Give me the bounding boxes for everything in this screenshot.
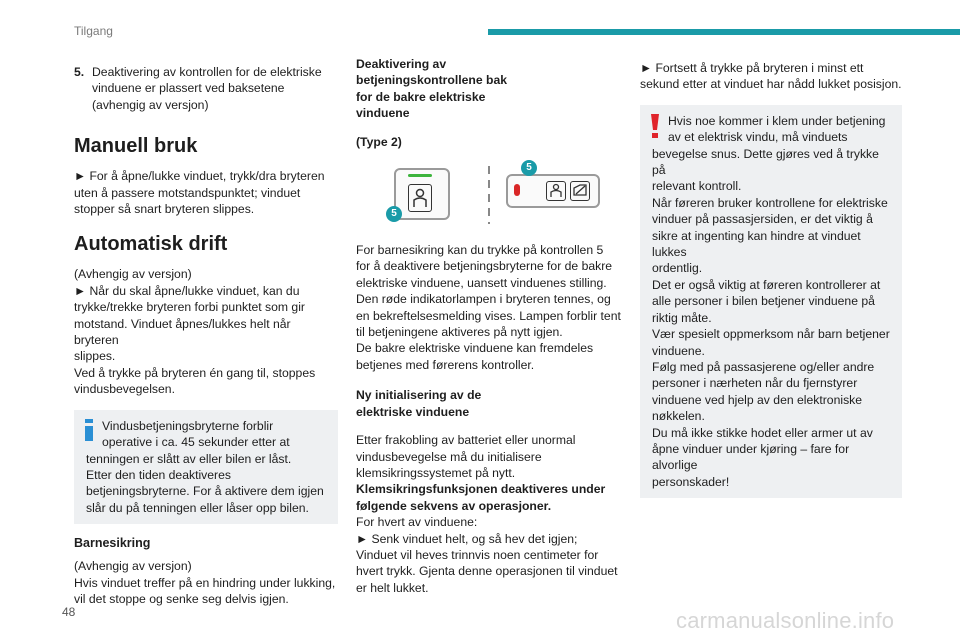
window-crossed-icon: [570, 181, 590, 201]
type-label: (Type 2): [356, 134, 402, 149]
text-line: slippes.: [74, 349, 116, 364]
text-line: vinduene.: [652, 343, 705, 358]
info-note: [74, 410, 338, 524]
text-line: vinduene er plassert ved baksetene: [92, 81, 285, 96]
text-line: Hvis vinduet treffer på en hindring under lukking,: [74, 575, 336, 590]
text-line: betjenes med førerens kontroller.: [356, 357, 535, 372]
reinit-steps-text: [356, 514, 622, 596]
text-line: Ny initialisering av de: [356, 388, 482, 403]
text-line: Ved å trykke på bryteren én gang til, stoppes: [74, 365, 316, 380]
section-title-auto: Automatisk drift: [74, 233, 228, 256]
text-line: operative i ca. 45 sekunder etter at: [102, 435, 290, 450]
warning-note: [640, 105, 902, 498]
warning-note-rest: [652, 146, 892, 491]
text-line: sekund etter at vinduet har nådd lukket posisjon.: [640, 77, 902, 92]
text-line: uten å passere motstandspunktet; vinduet: [74, 185, 301, 200]
text-line: Vær spesielt oppmerksom når barn betjener: [652, 327, 890, 342]
red-indicator-icon: [514, 184, 520, 196]
subsection-title-child-lock: Barnesikring: [74, 536, 151, 551]
reinit-bold-text: [356, 481, 622, 514]
text-line: ordentlig.: [652, 261, 703, 276]
text-line: ► Når du skal åpne/lukke vinduet, kan du: [74, 283, 300, 298]
page-number: 48: [62, 605, 76, 619]
callout-badge-right: 5: [521, 160, 537, 176]
text-line: riktig måte.: [652, 310, 712, 325]
column-middle: [356, 56, 622, 596]
child-lock-icon: [546, 181, 566, 201]
warning-note-first: [652, 113, 892, 146]
text-line: for de bakre elektriske: [356, 89, 486, 104]
reinit-text: [356, 432, 622, 481]
switch-illustration: [356, 160, 622, 234]
rear-window-switch: [394, 168, 450, 220]
text-line: Vindusbetjeningsbryterne forblir: [102, 418, 274, 433]
rear-deactivation-text: [356, 242, 622, 373]
text-line: betjeningskontrollene bak: [356, 73, 508, 88]
text-line: ► Senk vinduet helt, og så hev det igjen;: [356, 531, 578, 546]
text-line: Vinduet vil heves trinnvis noen centimeter for: [356, 547, 599, 562]
numbered-item-text: [92, 64, 322, 113]
text-line: Følg med på passasjerene og/eller andre: [652, 359, 875, 374]
text-line: vil det stoppe og senke seg delvis igjen.: [74, 591, 289, 606]
text-line: trykke/trekke bryteren forbi punktet som gir: [74, 300, 305, 315]
callout-badge-left: 5: [386, 206, 402, 222]
child-icon: [408, 184, 432, 212]
driver-lock-switch: [506, 174, 600, 208]
info-icon: [84, 419, 94, 445]
text-line: vindusbevegelsen.: [74, 382, 175, 397]
section-title-rear-deactivation: [356, 56, 622, 122]
text-line: ► Fortsett å trykke på bryteren i minst ett: [640, 61, 864, 75]
figure-divider: [488, 166, 490, 224]
text-line: av et elektrisk vindu, må vinduets: [668, 130, 848, 145]
text-line: Deaktivering av: [356, 57, 447, 71]
text-line: (avhengig av versjon): [92, 97, 209, 112]
text-line: ► For å åpne/lukke vinduet, trykk/dra bryteren: [74, 169, 325, 184]
text-line: Deaktivering av kontrollen for de elektriske: [92, 65, 322, 79]
running-header: Tilgang: [74, 24, 113, 38]
text-line: Det er også viktig at føreren kontrollerer at: [652, 277, 881, 292]
text-line: For barnesikring kan du trykke på kontrollen 5: [356, 243, 604, 258]
text-line: vinduene: [356, 106, 410, 121]
text-line: stopper så snart bryteren slippes.: [74, 202, 255, 217]
text-line: tenningen er slått av eller bilen er låst.: [86, 451, 292, 466]
numbered-item-5: 5. Deaktivering av kontrollen for de elektriske vinduene er plassert ved baksetene (avhengig av versjon): [74, 65, 322, 112]
child-lock-text: [74, 558, 338, 607]
section-title-manual: Manuell bruk: [74, 135, 198, 158]
column-left: [74, 56, 338, 607]
info-note-rest: [86, 451, 328, 517]
text-line: slår du på tenningen eller låser opp bilen.: [86, 500, 309, 515]
text-line: sikre at ingenting kan hindre at vinduet lukkes: [652, 228, 861, 260]
text-line: personer i nærheten når du fjernstyrer: [652, 376, 858, 391]
text-line: Du må ikke stikke hodet eller armer ut av: [652, 425, 873, 440]
header-accent-bar: [488, 29, 960, 35]
text-line: vinduer på passasjersiden, er det viktig å: [652, 212, 873, 227]
text-line: Den røde indikatorlampen i bryteren tennes, og: [356, 292, 611, 307]
text-line: Klemsikringsfunksjonen deaktiveres under: [356, 482, 606, 497]
text-line: betjeningsbryterne. For å aktivere dem igjen: [86, 484, 324, 499]
text-line: Etter den tiden deaktiveres: [86, 467, 231, 482]
text-line: for å deaktivere betjeningsbryterne for de bakre: [356, 259, 613, 274]
text-line: alle personer i bilen betjener vinduene på: [652, 294, 875, 309]
text-line: er helt lukket.: [356, 580, 429, 595]
text-line: til betjeningene aktiveres på nytt igjen.: [356, 325, 563, 340]
text-line: følgende sekvens av operasjoner.: [356, 498, 552, 513]
text-line: Når føreren bruker kontrollene for elektriske: [652, 195, 888, 210]
manual-text: [74, 168, 338, 217]
watermark: carmanualsonline.info: [676, 608, 895, 633]
green-indicator-icon: [408, 174, 432, 177]
text-line: (Avhengig av versjon): [74, 267, 192, 282]
text-line: For hvert av vinduene:: [356, 515, 478, 530]
text-line: De bakre elektriske vinduene kan fremdeles: [356, 341, 594, 356]
warning-icon: [650, 114, 660, 142]
text-line: en bekreftelsesmelding vises. Lampen forblir tent: [356, 308, 621, 323]
column-right: [640, 56, 902, 510]
auto-text: [74, 266, 338, 397]
text-line: Etter frakobling av batteriet eller unormal: [356, 433, 576, 448]
text-line: relevant kontroll.: [652, 179, 742, 194]
text-line: vinduene ved hjelp av den elektroniske: [652, 392, 863, 407]
text-line: klemsikringssystemet på nytt.: [356, 465, 516, 480]
info-note-first: [86, 418, 328, 451]
text-line: hvert trykk. Gjenta denne operasjonen til vinduet: [356, 564, 618, 579]
text-line: personskader!: [652, 474, 730, 489]
text-line: vindusbevegelse må du initialisere: [356, 449, 542, 464]
text-line: elektriske vinduene: [356, 404, 470, 419]
reinit-continue-text: [640, 60, 902, 93]
text-line: motstand. Vinduet åpnes/lukkes helt når bryteren: [74, 316, 291, 348]
text-line: Hvis noe kommer i klem under betjening: [668, 113, 886, 128]
text-line: bevegelse snus. Dette gjøres ved å trykke på: [652, 146, 879, 178]
text-line: (Avhengig av versjon): [74, 559, 192, 574]
text-line: elektriske vinduene, uansett vinduenes stilling.: [356, 275, 607, 290]
section-title-reinit: [356, 387, 622, 420]
text-line: nøkkelen.: [652, 409, 705, 424]
text-line: åpne vinduer under kjøring – fare for alvorlige: [652, 441, 850, 473]
